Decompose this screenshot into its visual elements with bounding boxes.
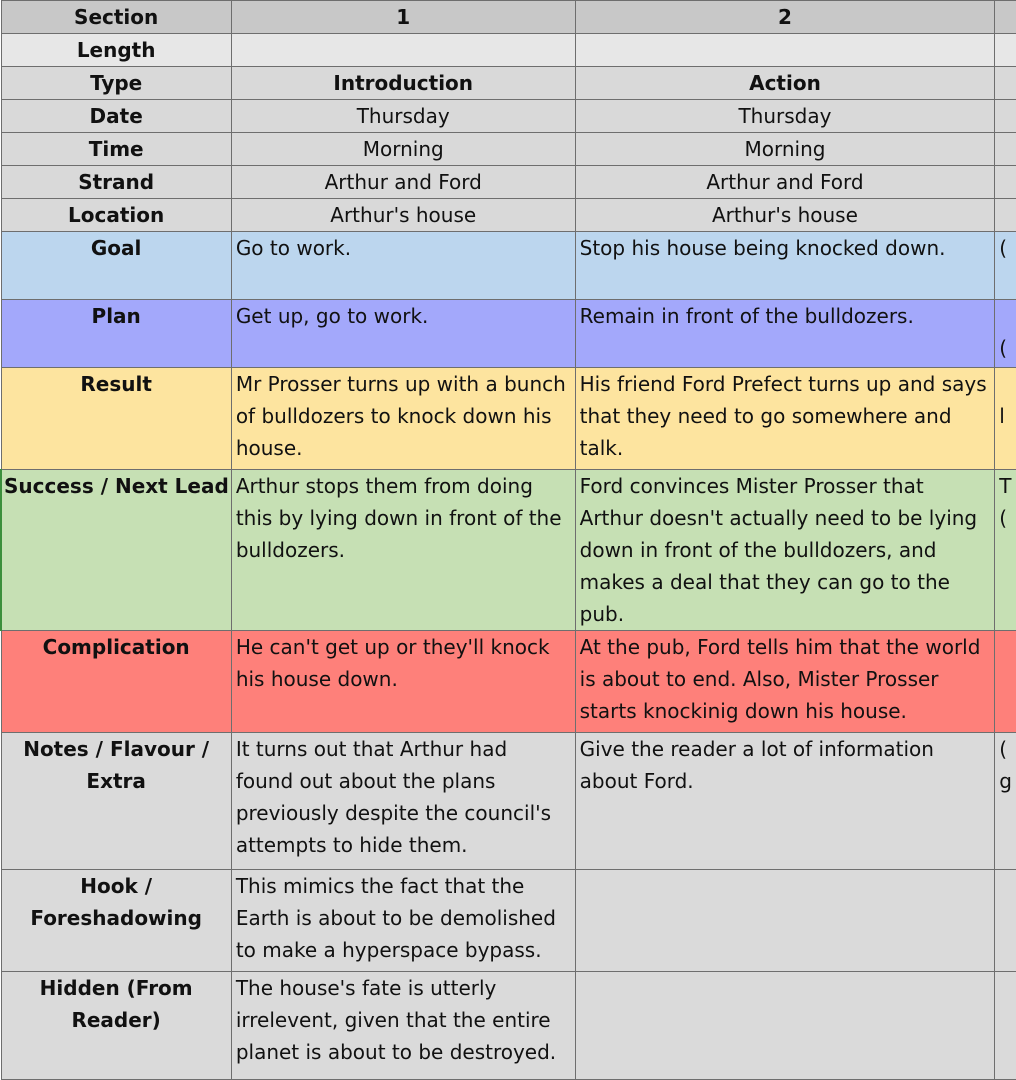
- location-cell-1[interactable]: Arthur's house: [231, 199, 575, 232]
- goal-cell-3-edge[interactable]: [995, 232, 1016, 300]
- time-cell-3-edge[interactable]: [995, 133, 1016, 166]
- location-cell-3-edge[interactable]: [995, 199, 1016, 232]
- column-2-header[interactable]: 2: [575, 1, 995, 34]
- goal-label[interactable]: Goal: [1, 232, 231, 300]
- location-label[interactable]: Location: [1, 199, 231, 232]
- goal-col3-line-1: (: [999, 236, 1008, 260]
- date-row: [1, 100, 1016, 133]
- goal-cell-1[interactable]: Go to work.: [231, 232, 575, 300]
- goal-row: [1, 232, 1016, 300]
- hidden-cell-1[interactable]: The house's fate is utterly irrelevent, given that the entire planet is about to be destroyed.: [231, 972, 575, 1080]
- plan-cell-3-edge[interactable]: [995, 300, 1016, 368]
- type-cell-2[interactable]: Action: [575, 67, 995, 100]
- date-cell-3-edge[interactable]: [995, 100, 1016, 133]
- complication-row: [1, 631, 1016, 733]
- strand-cell-2[interactable]: Arthur and Ford: [575, 166, 995, 199]
- strand-label[interactable]: Strand: [1, 166, 231, 199]
- complication-cell-2[interactable]: At the pub, Ford tells him that the world is about to end. Also, Mister Prosser starts knockinig down his house.: [575, 631, 995, 733]
- goal-cell-2[interactable]: Stop his house being knocked down.: [575, 232, 995, 300]
- length-cell-2[interactable]: [575, 34, 995, 67]
- complication-label[interactable]: Complication: [1, 631, 231, 733]
- time-label[interactable]: Time: [1, 133, 231, 166]
- column-1-header[interactable]: 1: [231, 1, 575, 34]
- notes-col3-line-1: (: [999, 737, 1008, 761]
- location-row: [1, 199, 1016, 232]
- strand-cell-1[interactable]: Arthur and Ford: [231, 166, 575, 199]
- complication-cell-1[interactable]: He can't get up or they'll knock his house down.: [231, 631, 575, 733]
- type-label[interactable]: Type: [1, 67, 231, 100]
- hook-cell-1[interactable]: This mimics the fact that the Earth is about to be demolished to make a hyperspace bypass.: [231, 870, 575, 972]
- type-cell-1[interactable]: Introduction: [231, 67, 575, 100]
- plan-label[interactable]: Plan: [1, 300, 231, 368]
- notes-cell-3-edge[interactable]: [995, 733, 1016, 870]
- plan-row: [1, 300, 1016, 368]
- type-row: [1, 67, 1016, 100]
- result-cell-2[interactable]: His friend Ford Prefect turns up and says that they need to go somewhere and talk.: [575, 368, 995, 470]
- complication-cell-3-edge[interactable]: [995, 631, 1016, 733]
- hidden-label[interactable]: Hidden (From Reader): [1, 972, 231, 1080]
- notes-label[interactable]: Notes / Flavour / Extra: [1, 733, 231, 870]
- length-cell-3-edge[interactable]: [995, 34, 1016, 67]
- plan-col3-line-2: (: [999, 336, 1008, 360]
- success-label[interactable]: Success / Next Lead: [1, 470, 231, 631]
- hook-label[interactable]: Hook / Foreshadowing: [1, 870, 231, 972]
- success-cell-1[interactable]: Arthur stops them from doing this by lying down in front of the bulldozers.: [231, 470, 575, 631]
- strand-cell-3-edge[interactable]: [995, 166, 1016, 199]
- result-cell-3-edge[interactable]: [995, 368, 1016, 470]
- length-cell-1[interactable]: [231, 34, 575, 67]
- success-row: [1, 470, 1016, 631]
- result-col3-line-2: l: [999, 404, 1005, 428]
- date-cell-2[interactable]: Thursday: [575, 100, 995, 133]
- strand-row: [1, 166, 1016, 199]
- notes-cell-2[interactable]: Give the reader a lot of information about Ford.: [575, 733, 995, 870]
- hidden-cell-3-edge[interactable]: [995, 972, 1016, 1080]
- success-col3-line-1: T: [999, 474, 1012, 498]
- success-col3-line-2: (: [999, 506, 1008, 530]
- header-row: [1, 1, 1016, 34]
- notes-row: [1, 733, 1016, 870]
- hook-cell-3-edge[interactable]: [995, 870, 1016, 972]
- location-cell-2[interactable]: Arthur's house: [575, 199, 995, 232]
- plan-cell-1[interactable]: Get up, go to work.: [231, 300, 575, 368]
- date-label[interactable]: Date: [1, 100, 231, 133]
- result-row: [1, 368, 1016, 470]
- result-label[interactable]: Result: [1, 368, 231, 470]
- length-row: [1, 34, 1016, 67]
- hook-row: [1, 870, 1016, 972]
- hook-cell-2[interactable]: [575, 870, 995, 972]
- length-label[interactable]: Length: [1, 34, 231, 67]
- plan-cell-2[interactable]: Remain in front of the bulldozers.: [575, 300, 995, 368]
- result-cell-1[interactable]: Mr Prosser turns up with a bunch of bulldozers to knock down his house.: [231, 368, 575, 470]
- success-cell-2[interactable]: Ford convinces Mister Prosser that Arthur doesn't actually need to be lying down in front of the bulldozers, and makes a deal that they can go to the pub.: [575, 470, 995, 631]
- hidden-row: [1, 972, 1016, 1080]
- time-cell-1[interactable]: Morning: [231, 133, 575, 166]
- date-cell-1[interactable]: Thursday: [231, 100, 575, 133]
- section-header-cell[interactable]: Section: [1, 1, 231, 34]
- time-cell-2[interactable]: Morning: [575, 133, 995, 166]
- type-cell-3-edge[interactable]: [995, 67, 1016, 100]
- time-row: [1, 133, 1016, 166]
- column-3-header-edge[interactable]: [995, 1, 1016, 34]
- success-cell-3-edge[interactable]: [995, 470, 1016, 631]
- notes-col3-line-2: g: [999, 769, 1012, 793]
- notes-cell-1[interactable]: It turns out that Arthur had found out about the plans previously despite the council's attempts to hide them.: [231, 733, 575, 870]
- hidden-cell-2[interactable]: [575, 972, 995, 1080]
